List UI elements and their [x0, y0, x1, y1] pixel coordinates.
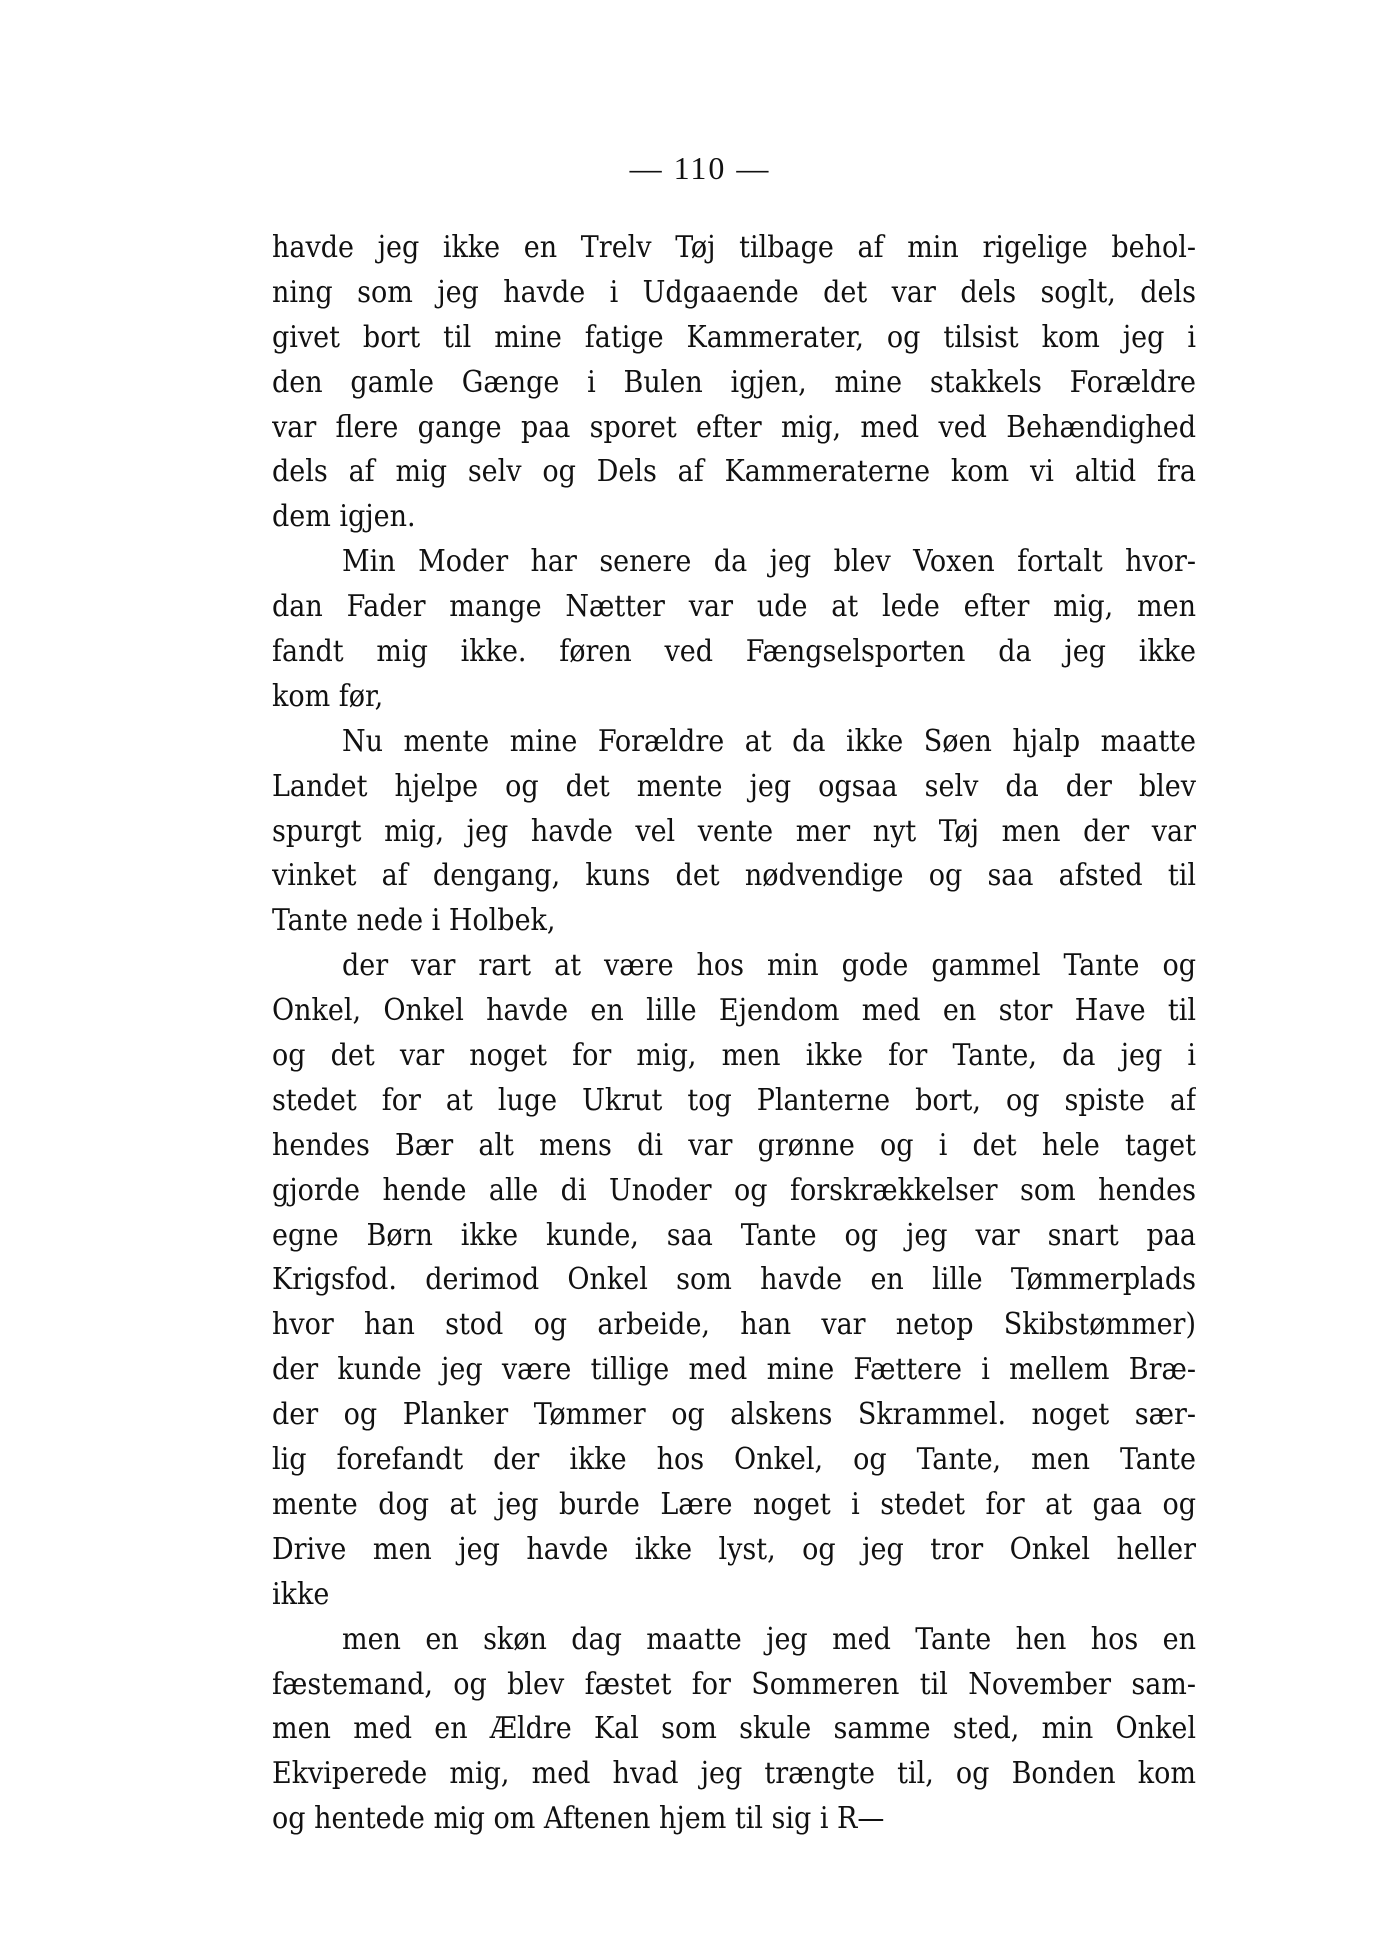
text-line: gjorde hende alle di Unoder og forskrækkelser som hendes [272, 1172, 1196, 1208]
text-line: og hentede mig om Aftenen hjem til sig i R— [272, 1801, 885, 1837]
text-line: Drive men jeg havde ikke lyst, og jeg tror Onkel heller [272, 1531, 1196, 1567]
text-line: der og Planker Tømmer og alskens Skrammel. noget sær- [272, 1397, 1196, 1433]
text-line: givet bort til mine fatige Kammerater, og tilsist kom jeg i [272, 319, 1196, 355]
text-line: dem igjen. [272, 499, 416, 535]
text-line: Min Moder har senere da jeg blev Voxen fortalt hvor- [342, 544, 1196, 580]
text-line: der var rart at være hos min gode gammel Tante og [342, 948, 1196, 984]
text-line: fæstemand, og blev fæstet for Sommeren til November sam- [272, 1666, 1196, 1702]
text-line: mente dog at jeg burde Lære noget i stedet for at gaa og [272, 1486, 1196, 1522]
text-line: men en skøn dag maatte jeg med Tante hen hos en [342, 1621, 1196, 1657]
text-line: men med en Ældre Kal som skule samme sted, min Onkel [272, 1711, 1196, 1747]
text-line: ning som jeg havde i Udgaaende det var dels soglt, dels [272, 274, 1196, 310]
text-line: Tante nede i Holbek, [272, 903, 556, 939]
text-line: var flere gange paa sporet efter mig, med ved Behændighed [272, 409, 1196, 445]
text-line: Krigsfod. derimod Onkel som havde en lille Tømmerplads [272, 1262, 1196, 1298]
text-line: spurgt mig, jeg havde vel vente mer nyt Tøj men der var [272, 813, 1196, 849]
text-line: der kunde jeg være tillige med mine Fættere i mellem Bræ- [272, 1352, 1196, 1388]
page-number: — 110 — [629, 150, 771, 186]
text-line: den gamle Gænge i Bulen igjen, mine stakkels Forældre [272, 364, 1196, 400]
text-line: hvor han stod og arbeide, han var netop Skibstømmer) [272, 1307, 1196, 1343]
text-line: lig forefandt der ikke hos Onkel, og Tante, men Tante [272, 1442, 1196, 1478]
body-text [272, 226, 1196, 1842]
text-line: dan Fader mange Nætter var ude at lede efter mig, men [272, 589, 1196, 625]
text-line: Nu mente mine Forældre at da ikke Søen hjalp maatte [342, 723, 1196, 759]
text-line: ikke [272, 1576, 330, 1612]
text-line: stedet for at luge Ukrut tog Planterne bort, og spiste af [272, 1082, 1196, 1118]
text-line: havde jeg ikke en Trelv Tøj tilbage af min rigelige behol- [272, 230, 1196, 265]
text-line: vinket af dengang, kuns det nødvendige og saa afsted til [272, 858, 1196, 894]
text-line: fandt mig ikke. føren ved Fængselsporten da jeg ikke [272, 634, 1196, 670]
text-line: Ekviperede mig, med hvad jeg trængte til, og Bonden kom [272, 1756, 1196, 1792]
text-line: egne Børn ikke kunde, saa Tante og jeg var snart paa [272, 1217, 1196, 1253]
text-line: kom før, [272, 678, 384, 714]
text-line: Onkel, Onkel havde en lille Ejendom med en stor Have til [272, 993, 1196, 1029]
text-line: hendes Bær alt mens di var grønne og i det hele taget [272, 1127, 1196, 1163]
text-line: dels af mig selv og Dels af Kammeraterne kom vi altid fra [272, 454, 1196, 490]
text-line: Landet hjelpe og det mente jeg ogsaa selv da der blev [272, 768, 1196, 804]
text-line: og det var noget for mig, men ikke for Tante, da jeg i [272, 1038, 1196, 1074]
